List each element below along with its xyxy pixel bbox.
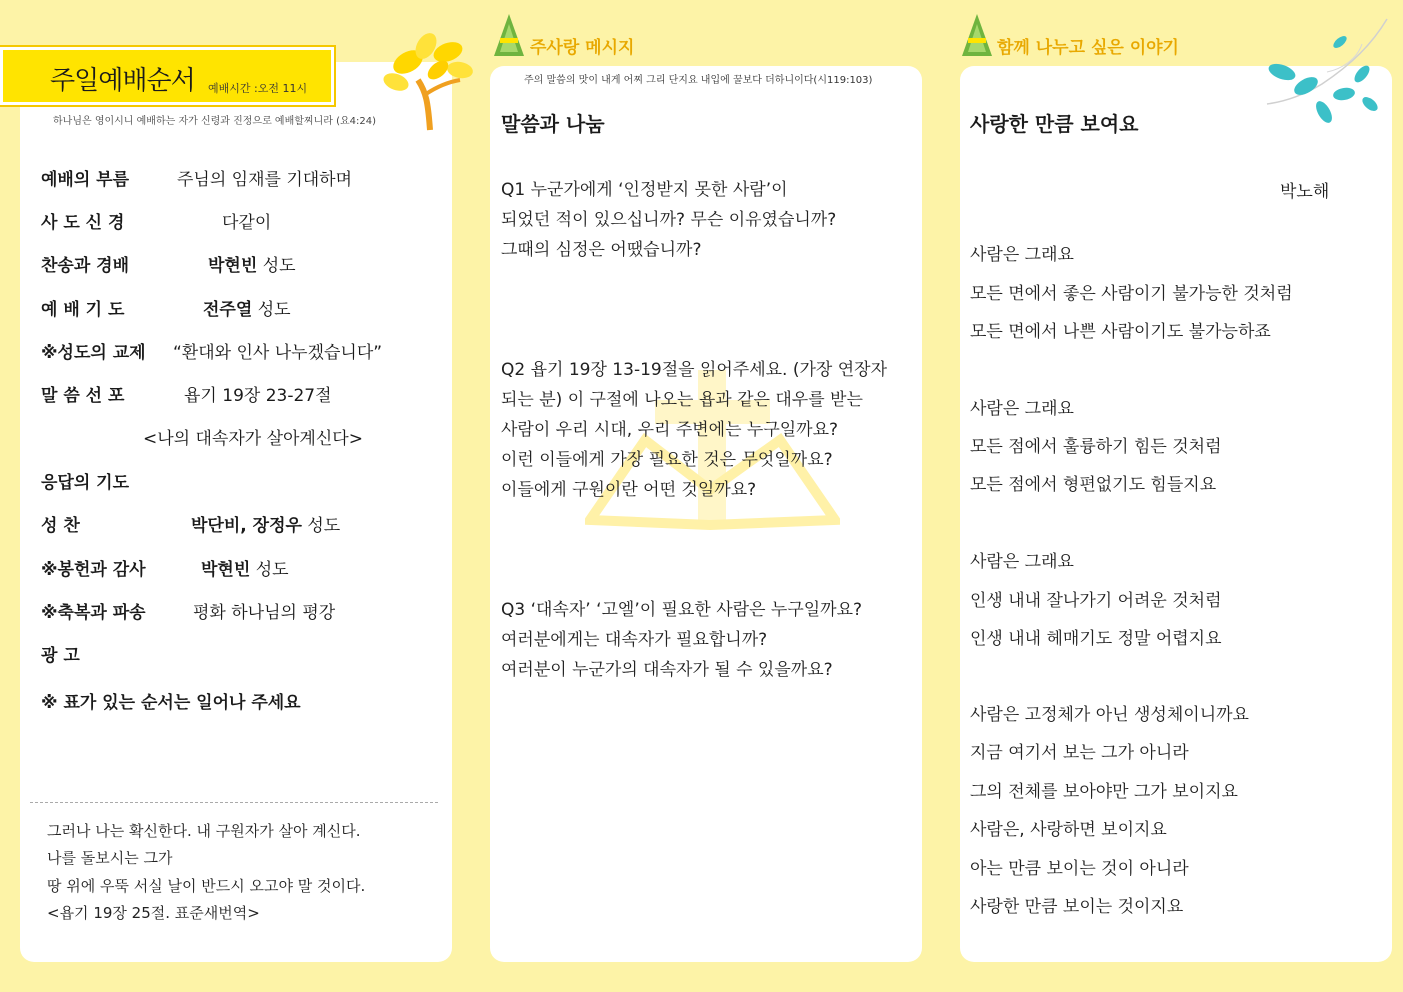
poem-line: 그의 전체를 보아야만 그가 보이지요 xyxy=(970,782,1238,802)
q3-line: 여러분이 누군가의 대속자가 될 수 있을까요? xyxy=(501,660,833,680)
quote-line: 나를 돌보시는 그가 xyxy=(47,849,173,867)
tree-icon xyxy=(368,22,478,132)
q2-line: 사람이 우리 시대, 우리 주변에는 누구일까요? xyxy=(501,420,839,440)
page-title: 주일예배순서 xyxy=(50,66,195,96)
q1-line: 되었던 적이 있으십니까? 무슨 이유였습니까? xyxy=(501,210,837,230)
q2-line: 이들에게 구원이란 어떤 것일까요? xyxy=(501,480,757,500)
quote-line: 땅 위에 우뚝 서실 날이 반드시 오고야 말 것이다. xyxy=(47,877,366,895)
quote-reference: <욥기 19장 25절. 표준새번역> xyxy=(47,904,260,922)
header-verse: 하나님은 영이시니 예배하는 자가 신령과 진정으로 예배할찌니라 (요4:24) xyxy=(53,116,376,127)
q1-line: Q1 누군가에게 ‘인정받지 못한 사람’이 xyxy=(501,180,788,200)
message-verse: 주의 말씀의 맛이 내게 어찌 그리 단지요 내입에 꿀보다 더하니이다(시119:103) xyxy=(524,75,873,86)
worship-time: 예배시간 :오전 11시 xyxy=(208,82,308,95)
poem-line: 모든 점에서 훌륭하기 힘든 것처럼 xyxy=(970,437,1222,457)
sermon-title: <나의 대속자가 살아계신다> xyxy=(143,429,363,449)
poem-line: 인생 내내 잘나가기 어려운 것처럼 xyxy=(970,591,1222,611)
q3-line: Q3 ‘대속자’ ‘고엘’이 필요한 사람은 누구일까요? xyxy=(501,600,863,620)
q2-line: 이런 이들에게 가장 필요한 것은 무엇일까요? xyxy=(501,450,833,470)
poem-title: 사랑한 만큼 보여요 xyxy=(970,112,1139,136)
q2-line: Q2 욥기 19장 13-19절을 읽어주세요. (가장 연장자 xyxy=(501,360,888,380)
arrow-icon xyxy=(492,12,526,58)
arrow-icon xyxy=(960,12,994,58)
q1-line: 그때의 심정은 어땠습니까? xyxy=(501,240,702,260)
poem-author: 박노해 xyxy=(1280,182,1330,202)
poem-line: 사람은 그래요 xyxy=(970,245,1074,265)
q2-line: 되는 분) 이 구절에 나오는 욥과 같은 대우를 받는 xyxy=(501,390,863,410)
leaf-branch-icon xyxy=(1262,14,1392,134)
poem-line: 사람은, 사랑하면 보이지요 xyxy=(970,820,1167,840)
poem-line: 지금 여기서 보는 그가 아니라 xyxy=(970,743,1189,763)
poem-line: 아는 만큼 보이는 것이 아니라 xyxy=(970,859,1189,879)
message-title: 말씀과 나눔 xyxy=(501,112,605,136)
poem-line: 사람은 그래요 xyxy=(970,399,1074,419)
poem-line: 모든 면에서 나쁜 사람이기도 불가능하죠 xyxy=(970,322,1271,342)
section-header: 주사랑 메시지 xyxy=(530,38,635,58)
poem-line: 사람은 그래요 xyxy=(970,552,1074,572)
poem-line: 모든 면에서 좋은 사람이기 불가능한 것처럼 xyxy=(970,284,1293,304)
standing-notice: ※ 표가 있는 순서는 일어나 주세요 xyxy=(41,693,301,713)
section-header: 함께 나누고 싶은 이야기 xyxy=(997,38,1179,58)
quote-line: 그러나 나는 확신한다. 내 구원자가 살아 계신다. xyxy=(47,822,361,840)
divider xyxy=(30,802,438,803)
poem-line: 사람은 고정체가 아닌 생성체이니까요 xyxy=(970,705,1249,725)
q3-line: 여러분에게는 대속자가 필요합니까? xyxy=(501,630,768,650)
poem-line: 인생 내내 헤매기도 정말 어렵지요 xyxy=(970,629,1222,649)
poem-line: 사랑한 만큼 보이는 것이지요 xyxy=(970,897,1184,917)
poem-line: 모든 점에서 형편없기도 힘들지요 xyxy=(970,475,1217,495)
